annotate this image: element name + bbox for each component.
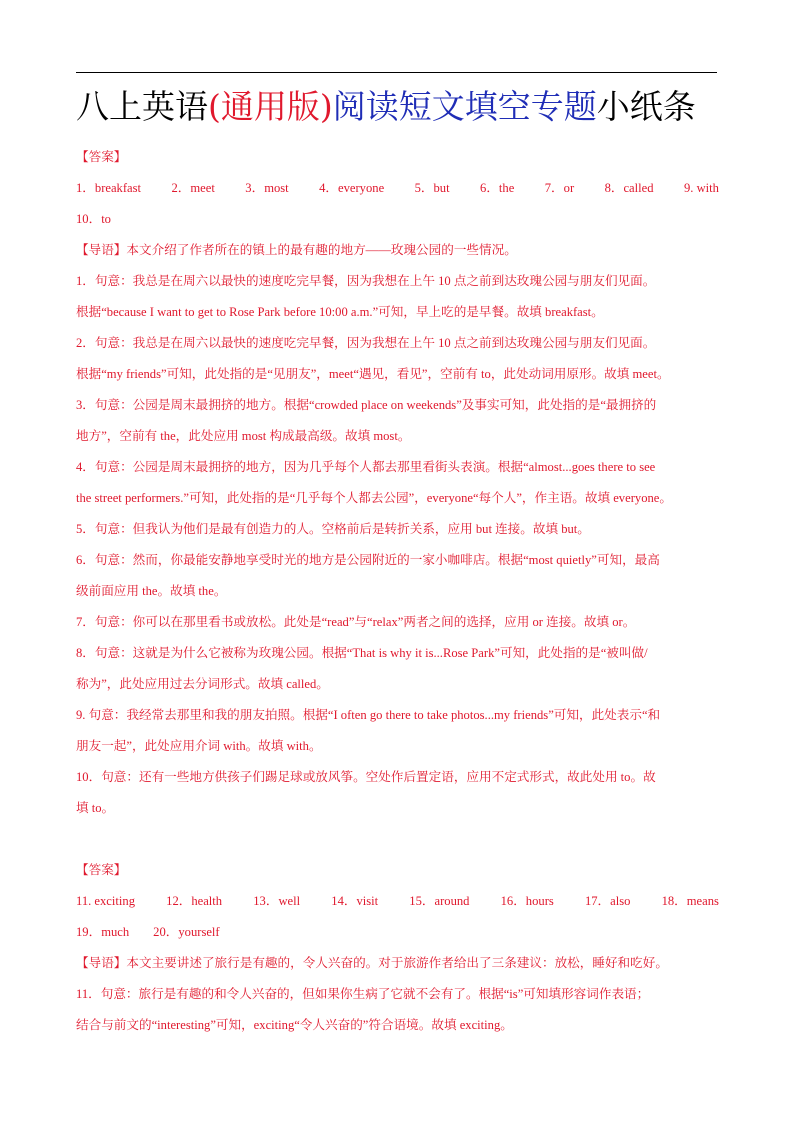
explanation-line: 2．句意：我总是在周六以最快的速度吃完早餐，因为我想在上午 10 点之前到达玫瑰公园与朋友们见面。: [76, 336, 656, 350]
guide-text: 本文介绍了作者所在的镇上的最有趣的地方——玫瑰公园的一些情况。: [126, 243, 517, 257]
answer-item: 4．everyone: [319, 181, 385, 195]
answer-row: [76, 886, 719, 917]
explanation-line: 1．句意：我总是在周六以最快的速度吃完早餐，因为我想在上午 10 点之前到达玫瑰公园与朋友们见面。: [76, 274, 656, 288]
header-rule: [76, 72, 717, 73]
guide-label: 【导语】: [76, 243, 127, 257]
explanation-line: 9. 句意：我经常去那里和我的朋友拍照。根据“I often go there to take photos...my friends”可知，此处表示“和: [76, 708, 661, 722]
explanation-line: 3．句意：公园是周末最拥挤的地方。根据“crowded place on weekends”及事实可知，此处指的是“最拥挤的: [76, 398, 657, 412]
explanation-line: 根据“my friends”可知，此处指的是“见朋友”，meet“遇见，看见”，空前有 to，此处动词用原形。故填 meet。: [76, 367, 670, 381]
explanation-line: 11．句意：旅行是有趣的和令人兴奋的，但如果你生病了它就不会有了。根据“is”可知填形容词作表语；: [76, 987, 650, 1001]
explanation-line: 结合与前文的“interesting”可知，exciting“令人兴奋的”符合语境。故填 exciting。: [76, 1018, 513, 1032]
title-part-note: 小纸条: [596, 87, 696, 126]
explanation-line: 填 to。: [76, 801, 115, 815]
answer-item: 18．means: [661, 894, 719, 908]
answer-item: 9. with: [683, 181, 719, 195]
answer-item: 10．to: [76, 212, 111, 226]
guide-line: [76, 948, 719, 979]
explanation-line: 5．句意：但我认为他们是最有创造力的人。空格前后是转折关系，应用 but 连接。故填 but。: [76, 522, 590, 536]
answer-item: 14．visit: [331, 894, 379, 908]
answer-item: 12．health: [166, 894, 223, 908]
answer-item: 16．hours: [500, 894, 554, 908]
answer-item: 17．also: [584, 894, 631, 908]
answer-heading: 【答案】: [76, 150, 127, 164]
answer-item: 1．breakfast: [76, 181, 142, 195]
explanation-line: 8．句意：这就是为什么它被称为玫瑰公园。根据“That is why it is...Rose Park”可知，此处指的是“被叫做/: [76, 646, 648, 660]
explanation-line: 6．句意：然而，你最能安静地享受时光的地方是公园附近的一家小咖啡店。根据“most quietly”可知，最高: [76, 553, 660, 567]
explanation-line: 7．句意：你可以在那里看书或放松。此处是“read”与“relax”两者之间的选择，应用 or 连接。故填 or。: [76, 615, 636, 629]
explanation-line: 地方”，空前有 the，此处应用 most 构成最高级。故填 most。: [76, 429, 411, 443]
guide-label: 【导语】: [76, 956, 127, 970]
explanation-line: 4．句意：公园是周末最拥挤的地方，因为几乎每个人都去那里看街头表演。根据“almost...goes there to see: [76, 460, 656, 474]
answer-item: 20．yourself: [153, 925, 220, 939]
answer-item: 15．around: [409, 894, 470, 908]
answer-row: [76, 173, 719, 204]
section-gap: [76, 824, 719, 855]
page-title: [76, 84, 696, 130]
document-body: [76, 142, 719, 1041]
title-part-topic: 阅读短文填空专题: [332, 87, 597, 126]
explanation-line: 级前面应用 the。故填 the。: [76, 584, 227, 598]
answer-item: 11. exciting: [76, 894, 135, 908]
explanation-line: 10．句意：还有一些地方供孩子们踢足球或放风筝。空处作后置定语，应用不定式形式，故此处用 to。故: [76, 770, 656, 784]
answer-item: 2．meet: [171, 181, 215, 195]
guide-line: [76, 235, 719, 266]
answer-item: 19．much: [76, 925, 130, 939]
explanation-line: 朋友一起”，此处应用介词 with。故填 with。: [76, 739, 322, 753]
answer-item: 8．called: [604, 181, 654, 195]
answer-item: 13．well: [253, 894, 301, 908]
answer-item: 3．most: [245, 181, 289, 195]
explanation-line: the street performers.”可知，此处指的是“几乎每个人都去公园”，everyone“每个人”，作主语。故填 everyone。: [76, 491, 672, 505]
answer-row: [76, 204, 719, 235]
answer-heading: 【答案】: [76, 863, 127, 877]
title-part-edition: (通用版): [208, 87, 333, 126]
answer-row: [76, 917, 719, 948]
guide-text: 本文主要讲述了旅行是有趣的，令人兴奋的。对于旅游作者给出了三条建议：放松，睡好和吃好。: [126, 956, 668, 970]
explanation-line: 根据“because I want to get to Rose Park before 10:00 a.m.”可知，早上吃的是早餐。故填 breakfast。: [76, 305, 604, 319]
answer-item: 7．or: [544, 181, 575, 195]
title-part-grade: 八上英语: [76, 87, 208, 126]
answer-item: 5．but: [414, 181, 450, 195]
answer-item: 6．the: [480, 181, 515, 195]
explanation-line: 称为”，此处应用过去分词形式。故填 called。: [76, 677, 329, 691]
